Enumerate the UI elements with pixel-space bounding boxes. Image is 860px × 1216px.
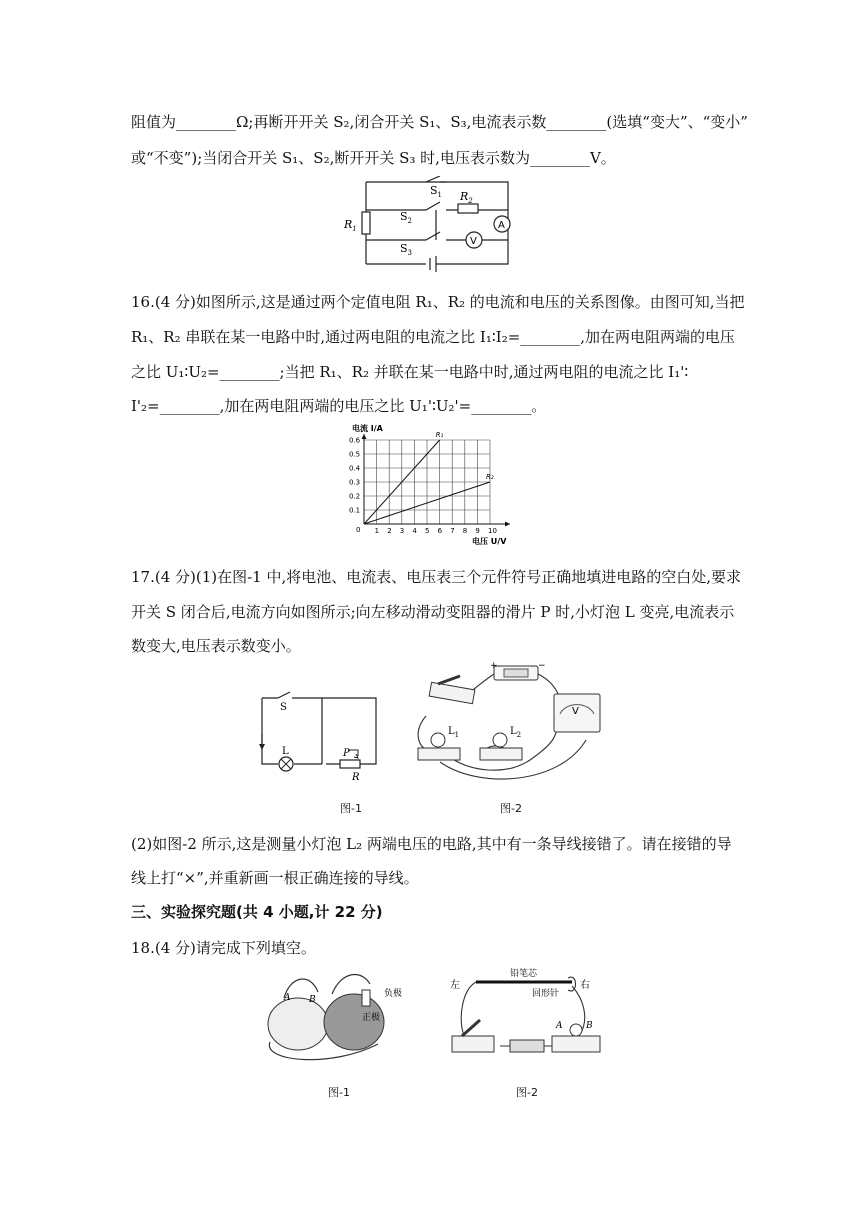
l2-bulb [493, 733, 507, 747]
fruit-left [268, 998, 328, 1050]
fig1-b-label: B [309, 995, 316, 1005]
q18-fig1-caption: 图-1 [328, 1086, 350, 1099]
chart-ylabel: 电流 I/A [352, 424, 383, 433]
paperclip-label: 回形针 [532, 989, 560, 999]
q17-text-line-2: 开关 S 闭合后,电流方向如图所示;向左移动滑动变阻器的滑片 P 时,小灯泡 L 变亮,电流表示 [131, 603, 735, 621]
y-tick-label: 0.1 [349, 506, 361, 515]
x-tick-label: 4 [412, 527, 417, 535]
chart-grid [364, 440, 490, 524]
q18-text-line-1: 18.(4 分)请完成下列填空。 [131, 939, 316, 957]
l2-label: $L_2$ [510, 726, 522, 739]
q17-part2-line-1: (2)如图-2 所示,这是测量小灯泡 L₂ 两端电压的电路,其中有一条导线接错了。请在接错的导 [131, 835, 732, 853]
r2-label: $R_2$ [460, 190, 473, 205]
ammeter-label: A [498, 220, 505, 231]
x-tick-label: 1 [374, 527, 380, 535]
voltmeter-label: V [470, 236, 477, 247]
section-3-heading: 三、实验探究题(共 4 小题,计 22 分) [131, 903, 383, 921]
l2-base [480, 748, 522, 760]
x-tick-label: 9 [475, 527, 480, 535]
led-symbol [362, 990, 370, 1006]
q18-fig2-caption: 图-2 [516, 1086, 538, 1099]
negative-label: 负极 [384, 989, 403, 999]
x-tick-label: 5 [425, 527, 430, 535]
q17-text-line-1: 17.(4 分)(1)在图-1 中,将电池、电流表、电压表三个元件符号正确地填进电路的空白处,要求 [131, 568, 742, 586]
rheostat-label: R [352, 772, 360, 783]
chart-xlabel: 电压 U/V [472, 537, 507, 546]
q16-text-line-3: 之比 U₁∶U₂=________;当把 R₁、R₂ 并联在某一电路中时,通过两电阻的电流之比 I₁'∶ [131, 363, 689, 381]
q18-fig2-pencil-lead [440, 962, 610, 1062]
y-tick-label: 0.6 [349, 436, 361, 445]
battery-box [510, 1040, 544, 1052]
x-tick-label: 6 [437, 527, 443, 535]
x-tick-label: 8 [462, 527, 468, 535]
current-arrow [259, 744, 265, 750]
q16-text-line-1: 16.(4 分)如图所示,这是通过两个定值电阻 R₁、R₂ 的电流和电压的关系图像。由图可知,当把 [131, 293, 745, 311]
y-tick-label: 0.3 [349, 478, 361, 487]
lamp-bulb [570, 1024, 582, 1036]
q17-fig2-apparatus [410, 660, 610, 790]
y-tick-label: 0.5 [349, 450, 361, 459]
l1-base [418, 748, 460, 760]
q15-text-line-1: 阻值为________Ω;再断开开关 S₂,闭合开关 S₁、S₃,电流表示数________(选填“变大”、“变小” [131, 113, 748, 131]
q16-text-line-4: I'₂=________,加在两电阻两端的电压之比 U₁'∶U₂'=________。 [131, 397, 547, 415]
q16-text-line-2: R₁、R₂ 串联在某一电路中时,通过两电阻的电流之比 I₁∶I₂=________,加在两电阻两端的电压 [131, 328, 736, 346]
iu-chart [340, 420, 520, 548]
lamp-base [552, 1036, 600, 1052]
series-label-r2: R₂ [486, 473, 494, 481]
voltmeter-label: V [572, 706, 579, 717]
q15-text-line-2: 或“不变”);当闭合开关 S₁、S₂,断开开关 S₃ 时,电压表示数为________V。 [131, 149, 616, 167]
x-tick-label: 7 [450, 527, 455, 535]
x-axis-arrow [505, 522, 510, 527]
fig1-a-label: A [284, 993, 291, 1003]
q15-circuit-diagram [340, 176, 520, 276]
series-label-r1: R₁ [435, 431, 444, 439]
x-tick-label: 10 [488, 527, 497, 535]
q17-fig1-caption: 图-1 [340, 802, 362, 815]
r2-resistor [458, 204, 478, 213]
battery-minus: − [538, 661, 546, 671]
q17-fig1-circuit [248, 684, 388, 784]
switch-base [429, 682, 475, 703]
q17-fig2-caption: 图-2 [500, 802, 522, 815]
q17-text-line-3: 数变大,电压表示数变小。 [131, 637, 301, 655]
chart-origin: 0 [356, 526, 361, 534]
lamp-label: L [282, 746, 289, 757]
l1-bulb [431, 733, 445, 747]
r1-resistor [362, 212, 370, 234]
positive-label: 正极 [362, 1013, 381, 1023]
left-label: 左 [450, 980, 460, 991]
s2-label: $S_2$ [400, 210, 413, 225]
battery-plus: + [490, 661, 498, 671]
fig2-a-label: A [556, 1021, 563, 1031]
rheostat-symbol [340, 760, 360, 768]
y-axis-arrow [362, 434, 367, 439]
s3-label: $S_3$ [400, 242, 413, 257]
slider-label: P [343, 748, 350, 759]
q17-part2-line-2: 线上打“×”,并重新画一根正确连接的导线。 [131, 869, 419, 887]
l1-label: $L_1$ [448, 726, 460, 739]
fig2-b-label: B [586, 1021, 593, 1031]
right-label: 右 [580, 980, 590, 991]
x-tick-label: 2 [387, 527, 392, 535]
pencil-lead-label: 铅笔芯 [510, 969, 538, 979]
x-tick-label: 3 [399, 527, 405, 535]
switch-label: S [280, 702, 287, 713]
y-tick-label: 0.2 [349, 492, 361, 501]
r1-label: $R_1$ [344, 218, 357, 233]
q18-fig1-fruit-battery [262, 964, 412, 1064]
s1-label: $S_1$ [430, 184, 443, 199]
y-tick-label: 0.4 [349, 464, 361, 473]
switch-base [452, 1036, 494, 1052]
